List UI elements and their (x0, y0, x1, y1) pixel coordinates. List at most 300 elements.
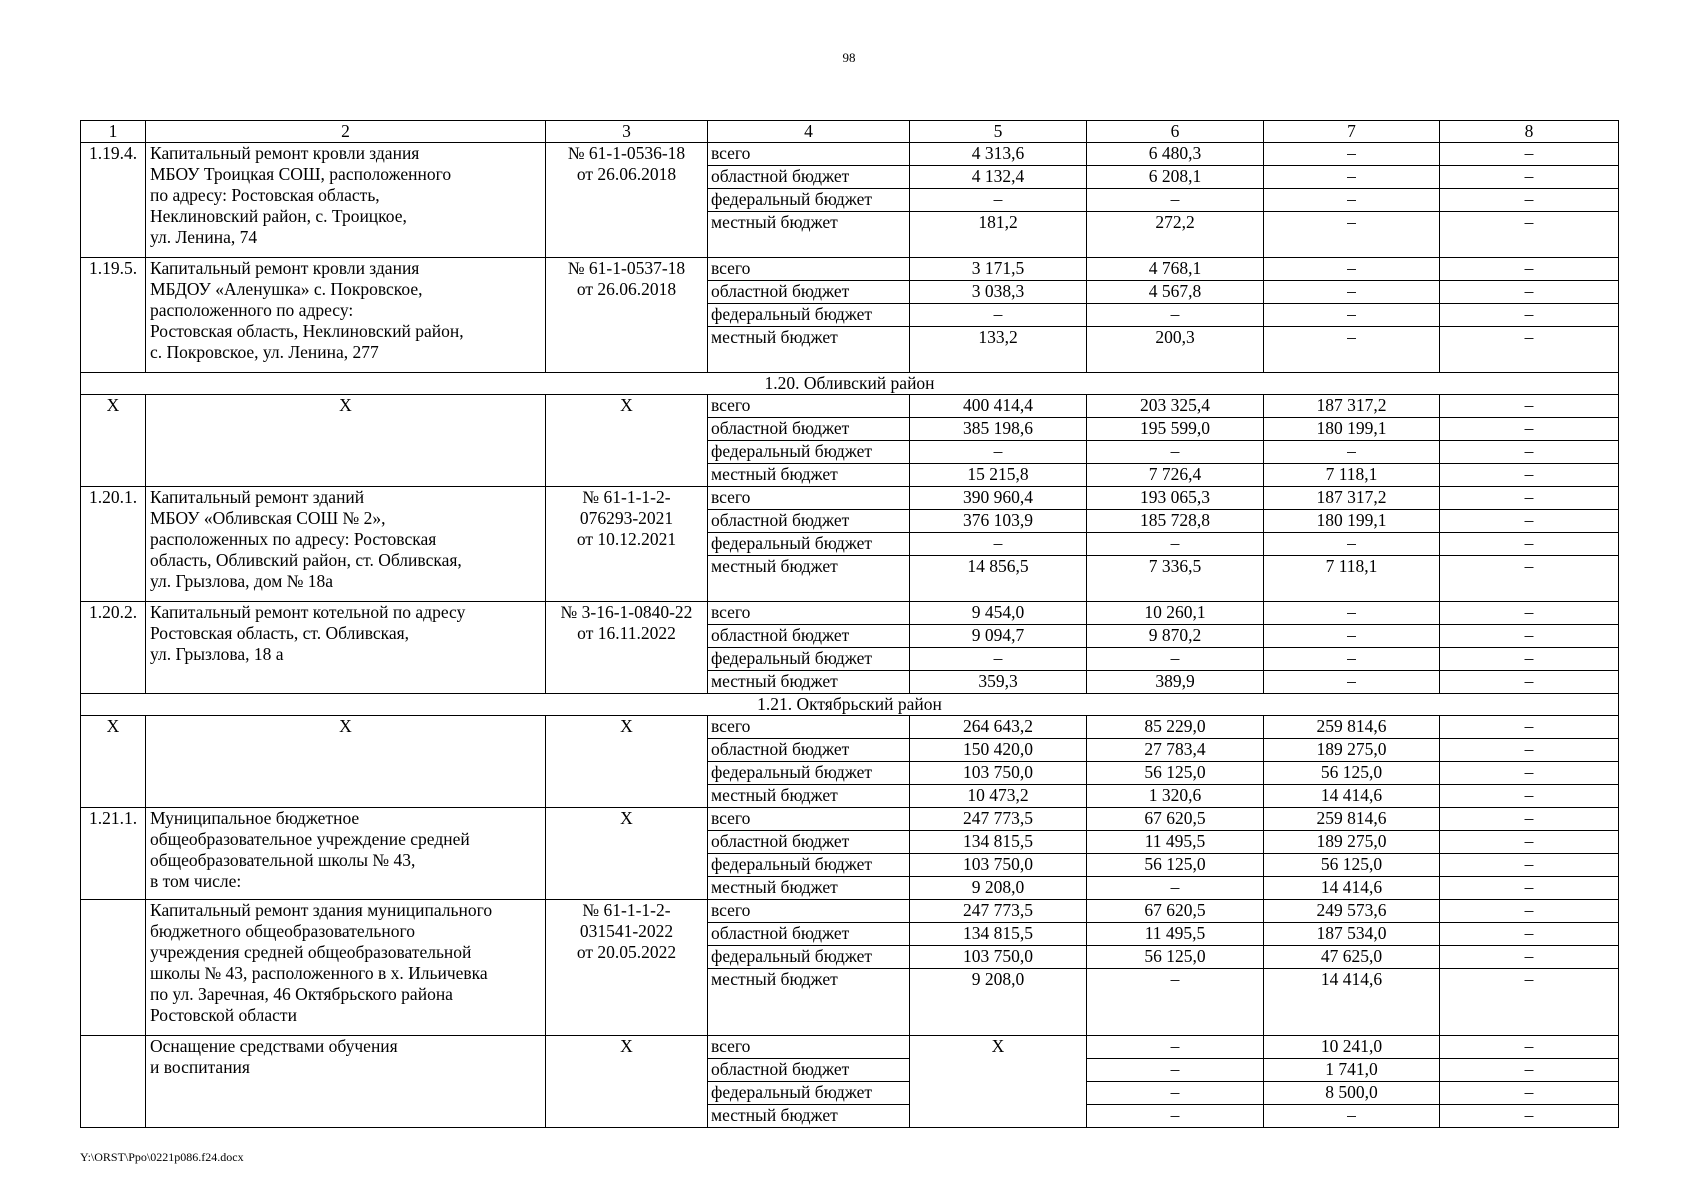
table-row (81, 258, 1619, 373)
value-cell (1440, 395, 1619, 487)
budget-type-label: местный бюджет (711, 212, 838, 232)
description-line: с. Покровское, ул. Ленина, 277 (150, 342, 379, 362)
value-cell (910, 143, 1087, 258)
header-cell: 7 (1264, 121, 1440, 143)
value-line: – (1347, 1105, 1356, 1125)
description-line: в том числе: (150, 871, 242, 891)
description-line: Ростовской области (150, 1005, 297, 1025)
budget-type-label: федеральный бюджет (708, 533, 909, 556)
value-cell (910, 716, 1087, 808)
value-cell (1087, 258, 1264, 373)
value-line: – (1264, 648, 1439, 671)
row-number: 1.20.1. (81, 487, 146, 602)
budget-type-label: областной бюджет (708, 510, 909, 533)
value-cell (1264, 487, 1440, 602)
description-line: учреждения средней общеобразовательной (150, 942, 472, 962)
value-line: – (1264, 304, 1439, 327)
value-line: – (1440, 166, 1618, 189)
value-line: 10 260,1 (1087, 602, 1263, 625)
budget-type-label: местный бюджет (711, 327, 838, 347)
document-line: от 10.12.2021 (576, 529, 677, 549)
table-row (81, 716, 1619, 808)
description-line: расположенного по адресу: (150, 300, 354, 320)
description-line: ул. Грызлова, дом № 18а (150, 571, 334, 591)
value-line: – (1440, 441, 1618, 464)
value-line: 56 125,0 (1264, 854, 1439, 877)
value-line: 15 215,8 (967, 464, 1029, 484)
value-cell (1087, 900, 1264, 1036)
document-line: X (620, 716, 633, 736)
value-line: 67 620,5 (1087, 900, 1263, 923)
value-cell (1264, 395, 1440, 487)
table-row (81, 143, 1619, 258)
value-line: 134 815,5 (910, 831, 1086, 854)
value-line: 11 495,5 (1087, 923, 1263, 946)
description-line: Капитальный ремонт здания муниципального (150, 900, 493, 920)
value-line: – (1087, 189, 1263, 212)
value-cell (1264, 258, 1440, 373)
value-cell (1087, 808, 1264, 900)
value-line: 4 567,8 (1087, 281, 1263, 304)
value-line: – (1347, 212, 1356, 232)
value-line: 189 275,0 (1264, 739, 1439, 762)
section-title: 1.20. Обливский район (81, 373, 1619, 395)
description-line: по адресу: Ростовская область, (150, 185, 380, 205)
value-line: 103 750,0 (910, 854, 1086, 877)
budget-table (80, 120, 1619, 1128)
value-line: 390 960,4 (910, 487, 1086, 510)
budget-type-label: областной бюджет (708, 281, 909, 304)
document-line: X (620, 395, 633, 415)
value-line: 389,9 (1155, 671, 1195, 691)
permit-document (546, 900, 708, 1036)
value-line: – (910, 533, 1086, 556)
row-number: 1.20.2. (81, 602, 146, 694)
value-line: 103 750,0 (910, 762, 1086, 785)
value-line: – (1524, 327, 1534, 347)
budget-type-label: всего (708, 1036, 909, 1059)
description-line: Капитальный ремонт кровли здания (150, 143, 420, 163)
budget-type-label: местный бюджет (711, 671, 838, 691)
value-line: – (1087, 1059, 1263, 1082)
budget-type-label: федеральный бюджет (708, 648, 909, 671)
permit-document (546, 716, 708, 808)
budget-type-label: всего (708, 487, 909, 510)
description-line: бюджетного общеобразовательного (150, 921, 415, 941)
value-line: – (1440, 487, 1618, 510)
value-line: 181,2 (978, 212, 1018, 232)
value-line: 14 414,6 (1320, 969, 1383, 989)
value-line: – (1440, 648, 1618, 671)
value-line: – (1440, 625, 1618, 648)
budget-type-label: местный бюджет (711, 877, 838, 897)
value-line: – (1440, 189, 1618, 212)
description-line: МБОУ Троицкая СОШ, расположенного (150, 164, 452, 184)
value-line: – (1264, 625, 1439, 648)
value-line: 9 208,0 (971, 969, 1025, 989)
description-line: X (339, 395, 352, 415)
value-line: – (1264, 602, 1439, 625)
budget-type-label: федеральный бюджет (708, 762, 909, 785)
document-line: X (620, 1036, 633, 1056)
table-row (81, 1036, 1619, 1128)
value-line: 134 815,5 (910, 923, 1086, 946)
document-line: от 16.11.2022 (577, 623, 676, 643)
table-row (81, 602, 1619, 694)
document-line: от 26.06.2018 (576, 164, 677, 184)
budget-type-label: областной бюджет (708, 625, 909, 648)
value-cell (1087, 395, 1264, 487)
budget-type-label: всего (708, 395, 909, 418)
section-row (81, 373, 1619, 395)
value-line: 56 125,0 (1264, 762, 1439, 785)
value-line: 14 414,6 (1320, 785, 1383, 805)
value-line: – (910, 304, 1086, 327)
table-row (81, 808, 1619, 900)
description-line: по ул. Заречная, 46 Октябрьского района (150, 984, 453, 1004)
budget-type-label: областной бюджет (708, 418, 909, 441)
document-line: от 20.05.2022 (576, 942, 677, 962)
value-line: 259 814,6 (1264, 716, 1439, 739)
row-number (81, 900, 146, 1036)
value-line: 7 336,5 (1148, 556, 1202, 576)
value-line: 85 229,0 (1087, 716, 1263, 739)
value-line: 27 783,4 (1087, 739, 1263, 762)
budget-type-cell (708, 143, 910, 258)
value-line: – (1524, 556, 1534, 576)
value-line: – (1264, 533, 1439, 556)
budget-type-label: областной бюджет (708, 1059, 909, 1082)
object-description (146, 487, 546, 602)
header-cell: 6 (1087, 121, 1264, 143)
budget-type-label: всего (708, 808, 909, 831)
value-line: 6 480,3 (1087, 143, 1263, 166)
budget-type-label: всего (708, 258, 909, 281)
budget-type-label: местный бюджет (711, 1105, 838, 1125)
budget-type-label: федеральный бюджет (708, 946, 909, 969)
value-line: 187 317,2 (1264, 487, 1439, 510)
value-cell (1440, 716, 1619, 808)
value-line: – (1170, 969, 1180, 989)
value-cell (1087, 1036, 1264, 1128)
budget-type-label: всего (708, 900, 909, 923)
budget-type-label: всего (708, 716, 909, 739)
value-line: – (1440, 854, 1618, 877)
value-line: – (1264, 441, 1439, 464)
table-row (81, 487, 1619, 602)
value-cell (1264, 900, 1440, 1036)
value-line: 203 325,4 (1087, 395, 1263, 418)
value-line: – (1347, 327, 1356, 347)
description-line: школы № 43, расположенного в х. Ильичевка (150, 963, 488, 983)
value-line: – (1264, 281, 1439, 304)
value-line: – (1440, 923, 1618, 946)
description-line: Муниципальное бюджетное (150, 808, 360, 828)
value-line: 14 856,5 (967, 556, 1029, 576)
value-line: – (1264, 143, 1439, 166)
value-cell (1264, 808, 1440, 900)
value-line: – (910, 441, 1086, 464)
value-line: – (1440, 258, 1618, 281)
permit-document (546, 143, 708, 258)
value-line: 103 750,0 (910, 946, 1086, 969)
budget-type-cell (708, 900, 910, 1036)
value-cell (1440, 143, 1619, 258)
budget-type-label: областной бюджет (708, 923, 909, 946)
value-line: – (1170, 1105, 1180, 1125)
value-line: – (1087, 441, 1263, 464)
value-line: 185 728,8 (1087, 510, 1263, 533)
header-cell: 2 (146, 121, 546, 143)
value-cell (1087, 602, 1264, 694)
object-description (146, 395, 546, 487)
value-line: 7 726,4 (1148, 464, 1202, 484)
value-line: 187 317,2 (1264, 395, 1439, 418)
permit-document (546, 602, 708, 694)
value-line: – (1524, 212, 1534, 232)
value-line: 133,2 (978, 327, 1018, 347)
description-line: Ростовская область, ст. Обливская, (150, 623, 410, 643)
header-cell: 4 (708, 121, 910, 143)
value-line: – (1524, 1105, 1534, 1125)
value-line: 193 065,3 (1087, 487, 1263, 510)
value-line: 272,2 (1155, 212, 1195, 232)
value-line: 249 573,6 (1264, 900, 1439, 923)
value-cell: X (910, 1036, 1087, 1128)
value-cell (1440, 602, 1619, 694)
description-line: общеобразовательной школы № 43, (150, 850, 416, 870)
value-line: – (1440, 900, 1618, 923)
value-line: – (1524, 877, 1534, 897)
budget-type-cell (708, 808, 910, 900)
value-line: 10 473,2 (967, 785, 1029, 805)
value-cell (1440, 808, 1619, 900)
value-line: – (1440, 1036, 1618, 1059)
description-line: Неклиновский район, с. Троицкое, (150, 206, 407, 226)
value-line: – (1440, 602, 1618, 625)
description-line: X (339, 716, 352, 736)
value-line: – (1440, 143, 1618, 166)
value-cell (1087, 143, 1264, 258)
budget-type-label: всего (708, 602, 909, 625)
description-line: ул. Ленина, 74 (150, 227, 258, 247)
budget-type-cell (708, 716, 910, 808)
value-line: 7 118,1 (1325, 556, 1378, 576)
value-line: 189 275,0 (1264, 831, 1439, 854)
header-cell: 3 (546, 121, 708, 143)
value-line: 180 199,1 (1264, 418, 1439, 441)
budget-type-label: федеральный бюджет (708, 304, 909, 327)
budget-type-cell (708, 1036, 910, 1128)
description-line: Капитальный ремонт котельной по адресу (150, 602, 466, 622)
value-line: 67 620,5 (1087, 808, 1263, 831)
file-path-footer: Y:\ORST\Ppo\0221p086.f24.docx (80, 1150, 244, 1164)
value-line: 11 495,5 (1087, 831, 1263, 854)
row-number (81, 1036, 146, 1128)
permit-document (546, 487, 708, 602)
value-line: – (1440, 831, 1618, 854)
value-line: 195 599,0 (1087, 418, 1263, 441)
value-line: 14 414,6 (1320, 877, 1383, 897)
row-number: X (81, 716, 146, 808)
value-line: – (1440, 808, 1618, 831)
value-cell (1087, 716, 1264, 808)
value-line: – (1440, 533, 1618, 556)
object-description (146, 1036, 546, 1128)
value-line: 10 241,0 (1264, 1036, 1439, 1059)
value-line: – (1087, 648, 1263, 671)
value-line: 385 198,6 (910, 418, 1086, 441)
value-line: 187 534,0 (1264, 923, 1439, 946)
value-line: – (1440, 395, 1618, 418)
description-line: Капитальный ремонт зданий (150, 487, 365, 507)
value-line: 247 773,5 (910, 900, 1086, 923)
value-line: 8 500,0 (1264, 1082, 1439, 1105)
document-line: 076293-2021 (579, 508, 674, 528)
permit-document (546, 1036, 708, 1128)
budget-type-label: федеральный бюджет (708, 441, 909, 464)
header-row (81, 121, 1619, 143)
value-line: 180 199,1 (1264, 510, 1439, 533)
value-line: 1 741,0 (1264, 1059, 1439, 1082)
value-line: 3 038,3 (910, 281, 1086, 304)
budget-type-cell (708, 487, 910, 602)
document-line: № 61-1-0537-18 (567, 258, 686, 278)
value-cell (1264, 716, 1440, 808)
value-line: – (1440, 281, 1618, 304)
row-number: 1.21.1. (81, 808, 146, 900)
value-line: 400 414,4 (910, 395, 1086, 418)
value-line: – (1524, 969, 1534, 989)
value-line: – (1440, 510, 1618, 533)
value-line: – (1170, 877, 1180, 897)
object-description (146, 258, 546, 373)
object-description (146, 716, 546, 808)
value-line: – (1524, 464, 1534, 484)
description-line: Ростовская область, Неклиновский район, (150, 321, 464, 341)
value-line: – (1440, 1082, 1618, 1105)
description-line: область, Обливский район, ст. Обливская, (150, 550, 462, 570)
value-line: – (1087, 304, 1263, 327)
row-number: X (81, 395, 146, 487)
value-line: 56 125,0 (1087, 854, 1263, 877)
budget-type-label: областной бюджет (708, 739, 909, 762)
value-line: – (1264, 189, 1439, 212)
value-cell (1440, 1036, 1619, 1128)
value-cell (1087, 487, 1264, 602)
document-line: № 61-1-1-2- (582, 487, 671, 507)
row-number: 1.19.5. (81, 258, 146, 373)
budget-type-label: областной бюджет (708, 166, 909, 189)
budget-type-label: местный бюджет (711, 464, 838, 484)
value-line: 9 870,2 (1087, 625, 1263, 648)
header-cell: 8 (1440, 121, 1619, 143)
document-line: № 61-1-1-2- (582, 900, 671, 920)
description-line: МБДОУ «Аленушка» с. Покровское, (150, 279, 423, 299)
value-line: – (1347, 671, 1356, 691)
value-line: 56 125,0 (1087, 762, 1263, 785)
value-line: 9 094,7 (910, 625, 1086, 648)
value-line: 6 208,1 (1087, 166, 1263, 189)
value-line: – (1440, 716, 1618, 739)
value-line: 7 118,1 (1325, 464, 1378, 484)
header-cell: 5 (910, 121, 1087, 143)
document-line: № 3-16-1-0840-22 (560, 602, 693, 622)
value-cell (1264, 143, 1440, 258)
value-cell (910, 900, 1087, 1036)
value-line: – (1440, 739, 1618, 762)
value-line: – (1440, 1059, 1618, 1082)
value-line: – (1264, 258, 1439, 281)
value-line: 200,3 (1155, 327, 1195, 347)
page-number: 98 (842, 50, 856, 65)
value-line: 9 454,0 (910, 602, 1086, 625)
description-line: общеобразовательное учреждение средней (150, 829, 470, 849)
value-line: 9 208,0 (971, 877, 1025, 897)
table-row (81, 900, 1619, 1036)
value-line: – (1440, 304, 1618, 327)
document-line: от 26.06.2018 (576, 279, 677, 299)
permit-document (546, 808, 708, 900)
permit-document (546, 395, 708, 487)
document-line: X (620, 808, 633, 828)
value-line: 3 171,5 (910, 258, 1086, 281)
description-line: ул. Грызлова, 18 а (150, 644, 284, 664)
value-cell (910, 258, 1087, 373)
value-line: 259 814,6 (1264, 808, 1439, 831)
value-cell (1440, 900, 1619, 1036)
document-line: № 61-1-0536-18 (567, 143, 686, 163)
value-line: 4 313,6 (910, 143, 1086, 166)
value-line: 150 420,0 (910, 739, 1086, 762)
section-row (81, 694, 1619, 716)
value-line: – (1440, 762, 1618, 785)
table-row (81, 395, 1619, 487)
value-line: – (1440, 418, 1618, 441)
value-line: 359,3 (978, 671, 1018, 691)
object-description (146, 808, 546, 900)
budget-type-label: федеральный бюджет (708, 854, 909, 877)
value-cell (1264, 1036, 1440, 1128)
value-line: – (1087, 533, 1263, 556)
value-cell (910, 395, 1087, 487)
value-line: – (1264, 166, 1439, 189)
value-line: 4 768,1 (1087, 258, 1263, 281)
value-line: – (910, 648, 1086, 671)
value-line: – (1087, 1082, 1263, 1105)
value-cell (1440, 487, 1619, 602)
description-line: МБОУ «Обливская СОШ № 2», (150, 508, 386, 528)
value-line: 264 643,2 (910, 716, 1086, 739)
description-line: и воспитания (150, 1057, 250, 1077)
value-line: 376 103,9 (910, 510, 1086, 533)
object-description (146, 602, 546, 694)
value-cell (1264, 602, 1440, 694)
value-cell (1440, 258, 1619, 373)
value-line: – (1087, 1036, 1263, 1059)
budget-type-cell (708, 602, 910, 694)
budget-type-label: федеральный бюджет (708, 1082, 909, 1105)
value-line: 47 625,0 (1264, 946, 1439, 969)
budget-type-label: федеральный бюджет (708, 189, 909, 212)
budget-type-label: местный бюджет (711, 556, 838, 576)
row-number: 1.19.4. (81, 143, 146, 258)
object-description (146, 143, 546, 258)
value-cell (910, 602, 1087, 694)
value-line: 56 125,0 (1087, 946, 1263, 969)
value-line: – (1524, 785, 1534, 805)
budget-type-cell (708, 258, 910, 373)
